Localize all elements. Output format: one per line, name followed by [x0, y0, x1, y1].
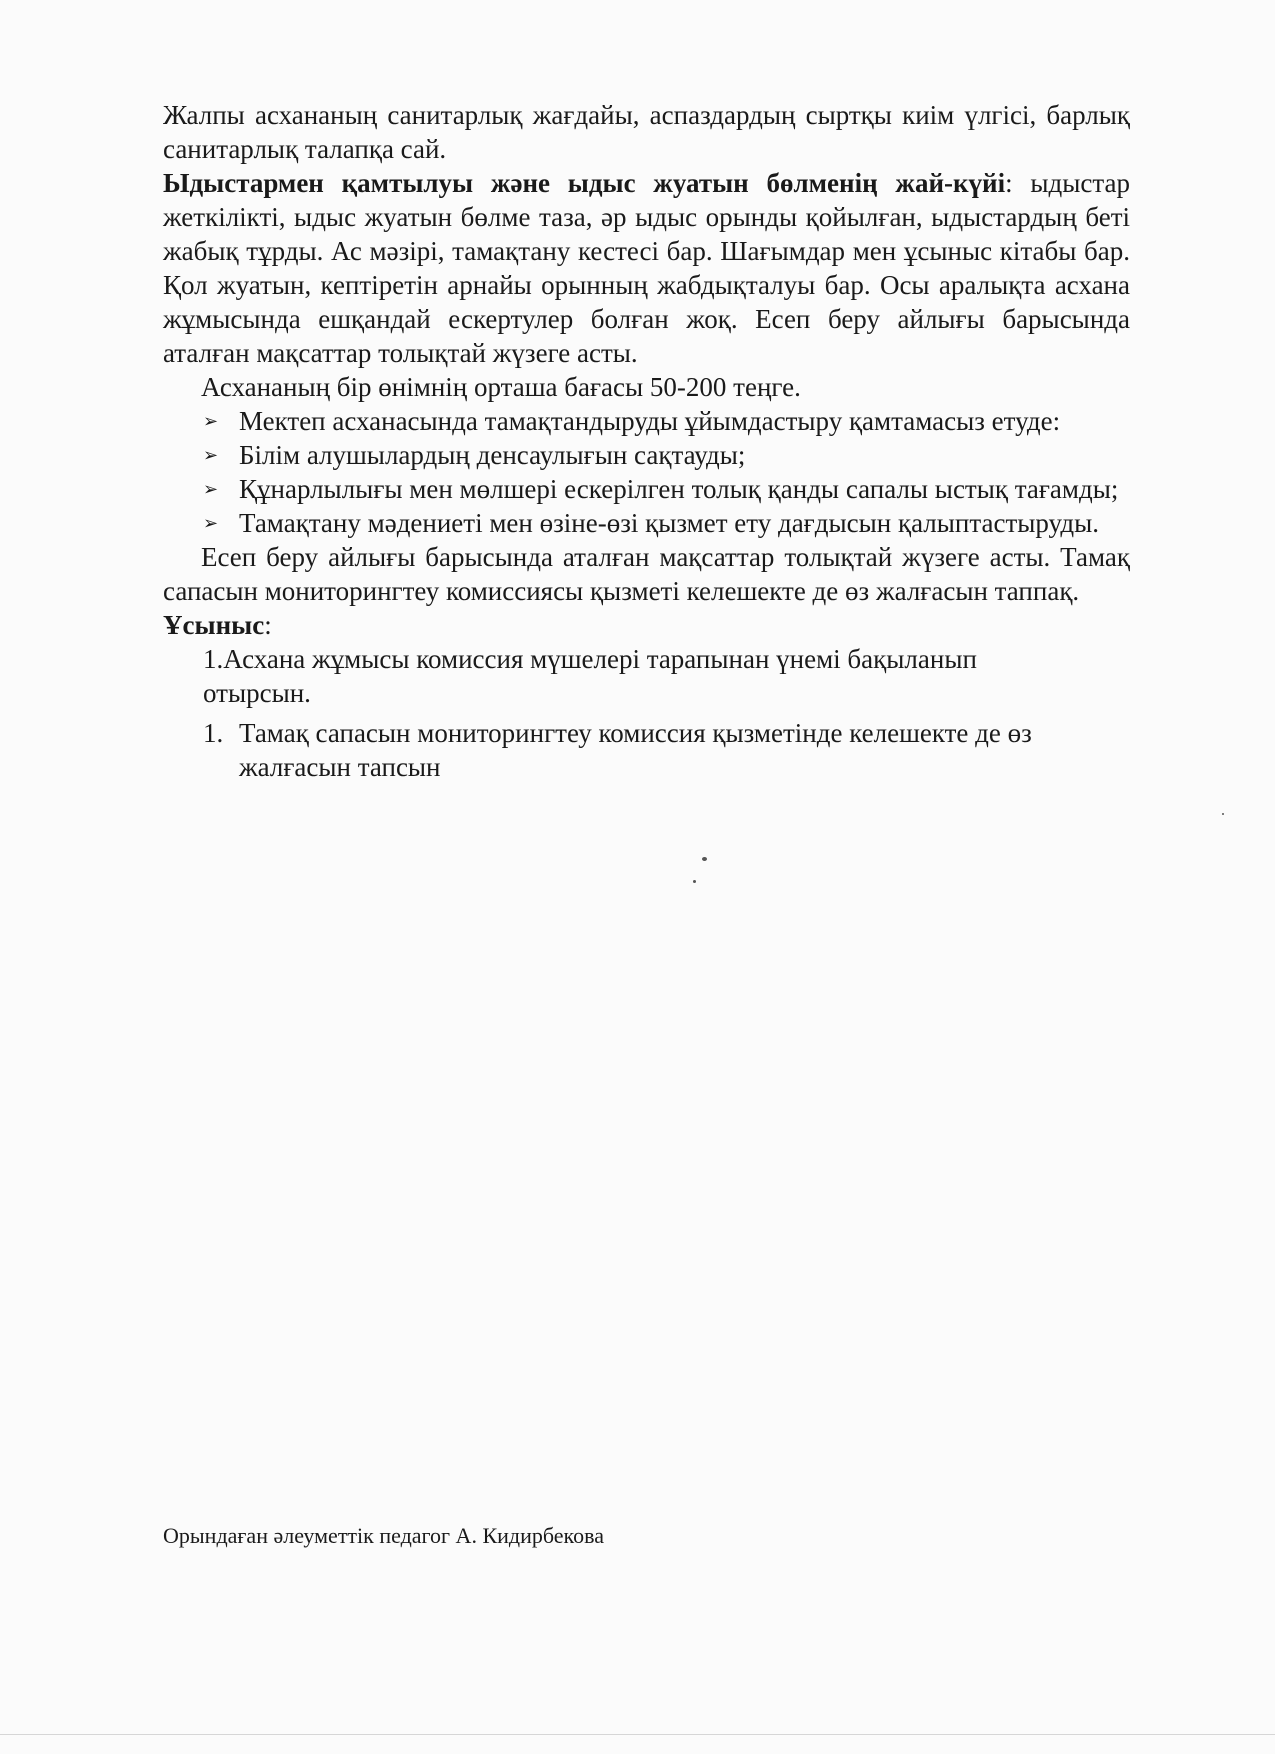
recommendation-item: 1.Асхана жұмысы комиссия мүшелері тарапынан үнемі бақыланып отырсын. [203, 644, 977, 708]
paragraph-average-price: Асхананың бір өнімнің орташа бағасы 50-200 теңге. [201, 372, 801, 402]
paragraph-dishware [163, 166, 1130, 370]
arrow-bullet-icon: ➢ [203, 513, 219, 533]
dishware-text: : ыдыстар жеткілікті, ыдыс жуатын бөлме таза, әр ыдыс орынды қойылған, ыдыстардың беті жабық тұрды. Ас мәзірі, тамақтану кестесі бар. Шағымдар мен ұсыныс кітабы бар. Қол жуатын, кептіретін арнайы орынның жабдықталуы бар. Осы аралықта асхана жұмысында ешқандай ескертулер болған жоқ. Есеп беру айлығы барысында аталған мақсаттар толықтай жүзеге асты. [163, 168, 1130, 368]
dishware-heading: Ыдыстармен қамтылуы және ыдыс жуатын бөлменің жай-күйі [163, 168, 1006, 198]
recommendations-heading [163, 608, 1130, 642]
arrow-bullet-icon: ➢ [203, 411, 219, 431]
scan-speck [693, 880, 696, 883]
recommendation-number: 1. [203, 718, 224, 748]
paragraph-sanitary-condition: Жалпы асхананың санитарлық жағдайы, аспаздардың сыртқы киім үлгісі, барлық санитарлық талапқа сай. [163, 100, 1130, 164]
arrow-bullet-icon: ➢ [203, 445, 219, 465]
bullet-item [203, 438, 1130, 472]
recommendations-list [163, 642, 1130, 784]
recommendation-item [203, 716, 1069, 784]
bullet-item [203, 404, 1130, 438]
bullet-text: Білім алушылардың денсаулығын сақтауды; [239, 440, 746, 470]
bullet-text: Тамақтану мәдениеті мен өзіне-өзі қызмет ету дағдысын қалыптастыруды. [239, 508, 1099, 538]
bullet-item [203, 506, 1130, 540]
scan-speck [702, 857, 707, 861]
recommendations-title-suffix: : [264, 610, 272, 640]
document-body [163, 98, 1130, 784]
scan-edge-line [0, 1734, 1275, 1735]
bullet-text: Құнарлылығы мен мөлшері ескерілген толық қанды сапалы ыстық тағамды; [239, 474, 1119, 504]
recommendations-title: Ұсыныс [163, 610, 265, 640]
recommendation-text: Тамақ сапасын мониторингтеу комиссия қызметінде келешекте де өз жалғасын тапсын [239, 718, 1032, 782]
bullet-item [203, 472, 1130, 506]
scan-speck [1222, 813, 1224, 815]
signature-line: Орындаған әлеуметтік педагог А. Кидирбекова [163, 1523, 604, 1548]
paragraph-conclusion: Есеп беру айлығы барысында аталған мақсаттар толықтай жүзеге асты. Тамақ сапасын мониторингтеу комиссиясы қызметі келешекте де өз жалғасын таппақ. [163, 542, 1130, 606]
goals-bullet-list [163, 404, 1130, 540]
arrow-bullet-icon: ➢ [203, 479, 219, 499]
bullet-text: Мектеп асханасында тамақтандыруды ұйымдастыру қамтамасыз етуде: [239, 406, 1061, 436]
